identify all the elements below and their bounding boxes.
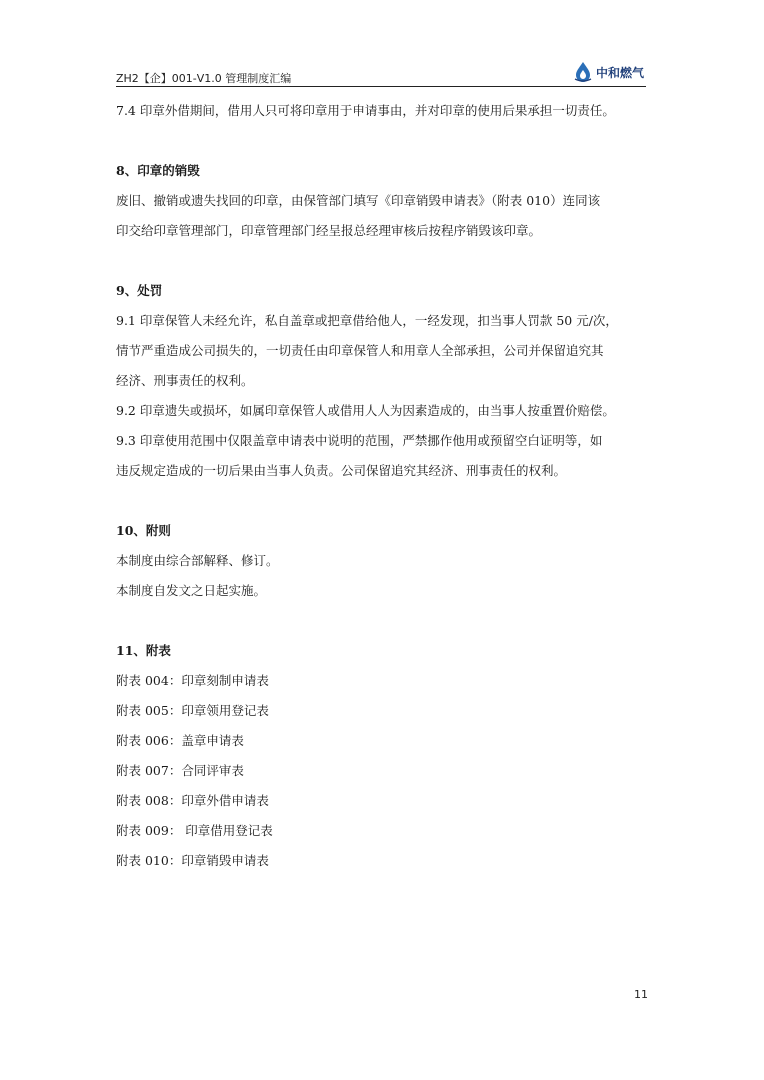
appendix-item: 附表 008：印章外借申请表	[116, 793, 269, 808]
section-8-line: 废旧、撤销或遗失找回的印章，由保管部门填写《印章销毁申请表》（附表 010）连同该	[116, 193, 601, 208]
section-10-line: 本制度由综合部解释、修订。	[116, 553, 279, 568]
section-8-heading: 8、印章的销毁	[116, 163, 200, 178]
document-body	[116, 96, 646, 876]
section-9-line: 9.3 印章使用范围中仅限盖章申请表中说明的范围，严禁挪作他用或预留空白证明等，如	[116, 433, 603, 448]
section-9-line: 情节严重造成公司损失的，一切责任由印章保管人和用章人全部承担，公司并保留追究其	[116, 343, 604, 358]
page-number: 11	[634, 988, 648, 1001]
section-9-line: 违反规定造成的一切后果由当事人负责。公司保留追究其经济、刑事责任的权利。	[116, 463, 567, 478]
appendix-item: 附表 009： 印章借用登记表	[116, 823, 273, 838]
section-9-heading: 9、处罚	[116, 283, 163, 298]
flame-drop-icon	[573, 61, 593, 83]
header-title: ZH2【企】001-V1.0 管理制度汇编	[116, 72, 292, 85]
company-logo	[573, 60, 644, 84]
appendix-item: 附表 006：盖章申请表	[116, 733, 244, 748]
section-10-line: 本制度自发文之日起实施。	[116, 583, 267, 598]
paragraph-7-4: 7.4 印章外借期间，借用人只可将印章用于申请事由，并对印章的使用后果承担一切责任。	[116, 103, 615, 118]
section-9-line: 经济、刑事责任的权利。	[116, 373, 254, 388]
section-10-heading: 10、附则	[116, 523, 171, 538]
appendix-item: 附表 007：合同评审表	[116, 763, 244, 778]
logo-text: 中和燃气	[595, 65, 644, 80]
section-9-line: 9.1 印章保管人未经允许，私自盖章或把章借给他人，一经发现，扣当事人罚款 50 元/次，	[116, 313, 618, 328]
appendix-item: 附表 005：印章领用登记表	[116, 703, 269, 718]
page-header	[116, 58, 646, 87]
section-8-line: 印交给印章管理部门，印章管理部门经呈报总经理审核后按程序销毁该印章。	[116, 223, 542, 238]
appendix-item: 附表 010：印章销毁申请表	[116, 853, 269, 868]
appendix-item: 附表 004：印章刻制申请表	[116, 673, 269, 688]
section-11-heading: 11、附表	[116, 643, 171, 658]
section-9-line: 9.2 印章遗失或损坏，如属印章保管人或借用人人为因素造成的，由当事人按重置价赔偿。	[116, 403, 615, 418]
